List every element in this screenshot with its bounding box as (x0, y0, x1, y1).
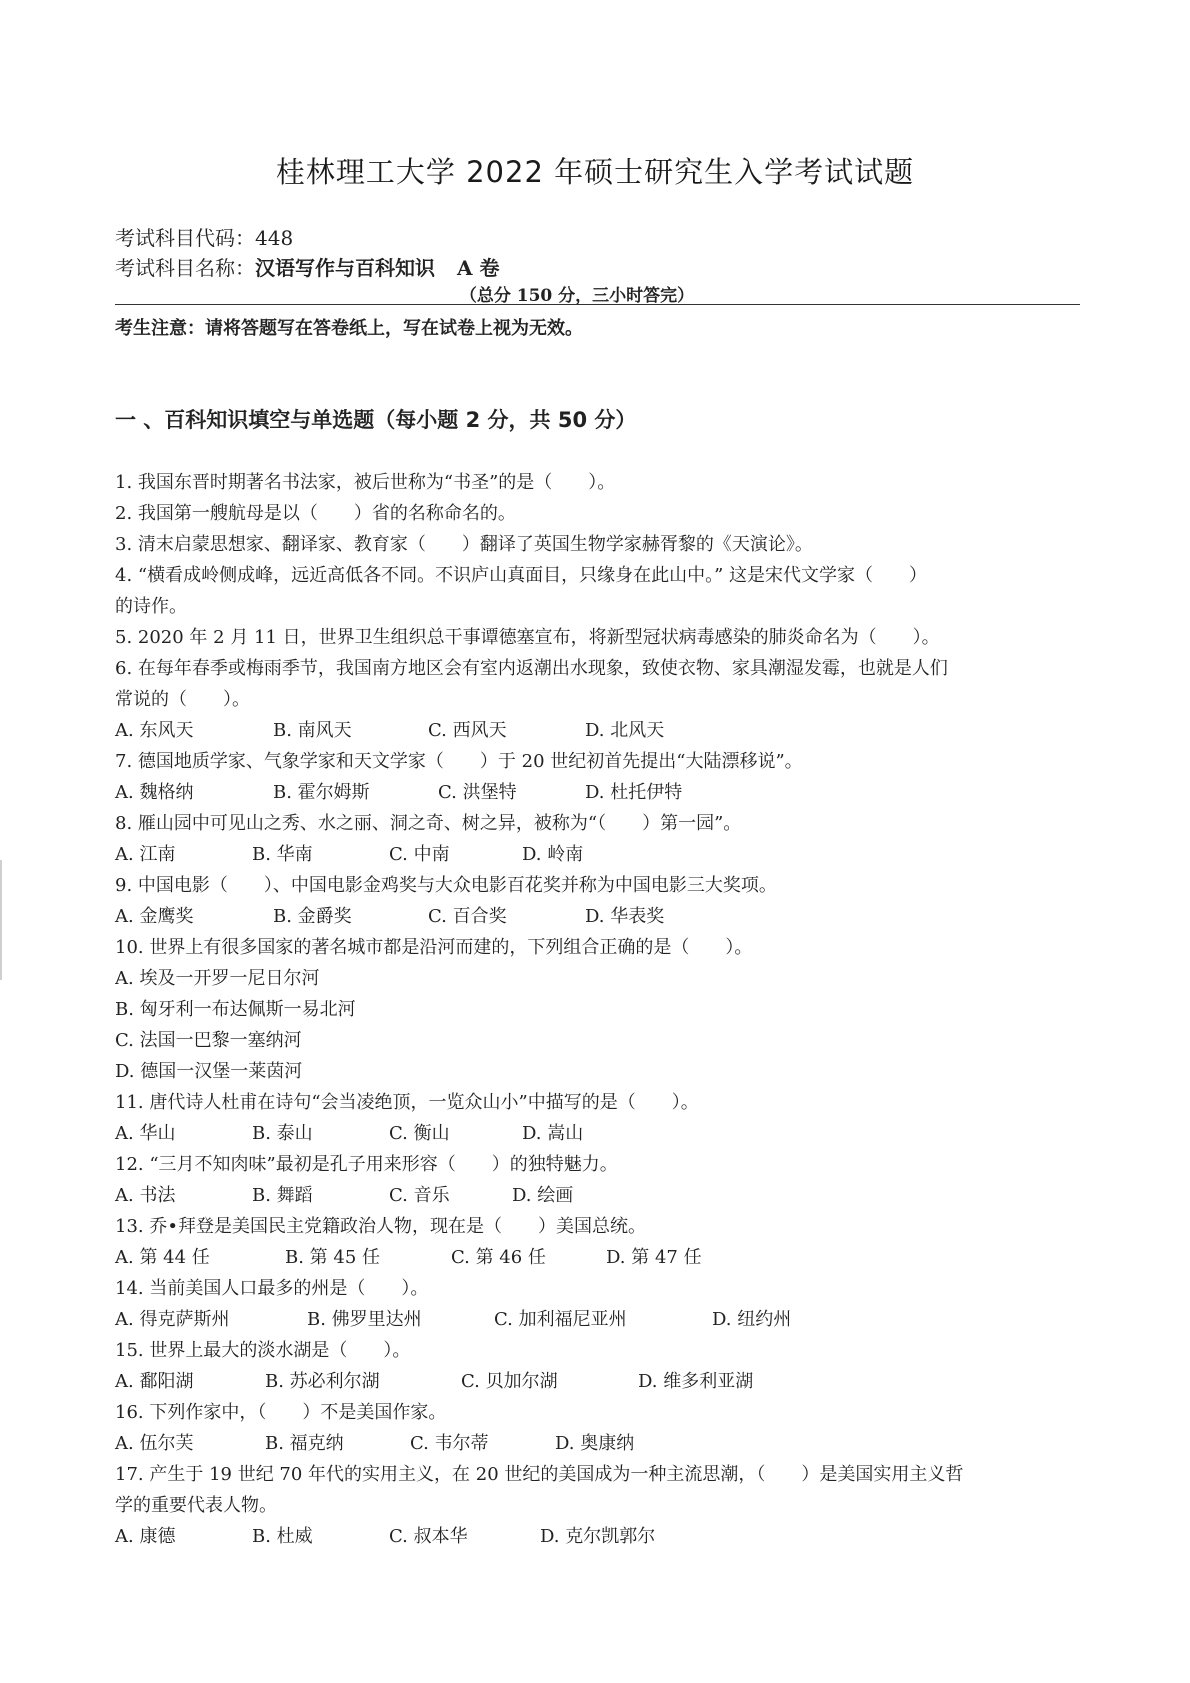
subject-code-value: 448 (255, 226, 294, 250)
subject-code-line (115, 222, 293, 251)
option-c: C. 衡山 (389, 1123, 450, 1144)
option-d: D. 克尔凯郭尔 (540, 1526, 656, 1547)
option-c: C. 西风天 (428, 720, 507, 741)
option-b: B. 杜威 (252, 1526, 313, 1547)
option-d: D. 第 47 任 (606, 1247, 702, 1268)
option-c: C. 贝加尔湖 (461, 1371, 558, 1392)
option-a: A. 东风天 (115, 720, 194, 741)
option-d: D. 北风天 (585, 720, 665, 741)
option-a: A. 魏格纳 (115, 782, 194, 803)
option-a: A. 江南 (115, 844, 176, 865)
option-d: D. 嵩山 (522, 1123, 584, 1144)
option-c: C. 中南 (389, 844, 450, 865)
option-b: B. 第 45 任 (285, 1247, 381, 1268)
option-d: D. 华表奖 (585, 906, 665, 927)
question-6-line2: 常说的（ ）。 (115, 689, 250, 710)
option-b: B. 泰山 (252, 1123, 313, 1144)
option-c: C. 加利福尼亚州 (494, 1309, 627, 1330)
option-d: D. 纽约州 (712, 1309, 792, 1330)
question-4-line2: 的诗作。 (115, 596, 187, 617)
option-d: D. 维多利亚湖 (638, 1371, 754, 1392)
option-d: D. 绘画 (512, 1185, 574, 1206)
option-b: B. 南风天 (273, 720, 352, 741)
option-a: A. 书法 (115, 1185, 176, 1206)
question-1: 1. 我国东晋时期著名书法家，被后世称为“书圣”的是（ ）。 (115, 472, 616, 493)
option-c: C. 百合奖 (428, 906, 507, 927)
option-b: B. 金爵奖 (273, 906, 352, 927)
question-3: 3. 清末启蒙思想家、翻译家、教育家（ ）翻译了英国生物学家赫胥黎的《天演论》。 (115, 534, 813, 555)
option-b: B. 霍尔姆斯 (273, 782, 370, 803)
exam-volume: A 卷 (457, 256, 500, 280)
option-b: B. 苏必利尔湖 (265, 1371, 380, 1392)
option-d: D. 岭南 (522, 844, 584, 865)
option-c: C. 韦尔蒂 (410, 1433, 489, 1454)
examinee-notice: 考生注意：请将答题写在答卷纸上，写在试卷上视为无效。 (115, 318, 583, 339)
question-14: 14. 当前美国人口最多的州是（ ）。 (115, 1278, 429, 1299)
question-10-option-c: C. 法国一巴黎一塞纳河 (115, 1030, 302, 1051)
question-10-option-a: A. 埃及一开罗一尼日尔河 (115, 968, 320, 989)
question-5: 5. 2020 年 2 月 11 日，世界卫生组织总干事谭德塞宣布，将新型冠状病毒感染的肺炎命名为（ ）。 (115, 627, 940, 648)
option-a: A. 鄱阳湖 (115, 1371, 194, 1392)
question-10: 10. 世界上有很多国家的著名城市都是沿河而建的，下列组合正确的是（ ）。 (115, 937, 753, 958)
subject-name-value: 汉语写作与百科知识 (255, 256, 435, 280)
question-17-line2: 学的重要代表人物。 (115, 1495, 277, 1516)
question-8: 8. 雁山园中可见山之秀、水之丽、洞之奇、树之异，被称为“（ ）第一园”。 (115, 813, 742, 834)
header-divider (115, 304, 1080, 305)
option-c: C. 第 46 任 (451, 1247, 546, 1268)
question-10-option-d: D. 德国一汉堡一莱茵河 (115, 1061, 303, 1082)
option-b: B. 舞蹈 (252, 1185, 313, 1206)
score-note: （总分 150 分，三小时答完） (459, 286, 695, 306)
option-b: B. 佛罗里达州 (307, 1309, 422, 1330)
subject-name-label: 考试科目名称： (115, 256, 255, 280)
question-17-line1: 17. 产生于 19 世纪 70 年代的实用主义，在 20 世纪的美国成为一种主流思潮，（ ）是美国实用主义哲 (115, 1464, 964, 1485)
scan-margin-mark (0, 860, 2, 980)
option-d: D. 奥康纳 (555, 1433, 635, 1454)
option-a: A. 得克萨斯州 (115, 1309, 230, 1330)
exam-title: 桂林理工大学 2022 年硕士研究生入学考试试题 (275, 155, 915, 189)
option-b: B. 华南 (252, 844, 313, 865)
option-a: A. 伍尔芙 (115, 1433, 194, 1454)
question-16: 16. 下列作家中，（ ）不是美国作家。 (115, 1402, 447, 1423)
question-15: 15. 世界上最大的淡水湖是（ ）。 (115, 1340, 411, 1361)
question-13: 13. 乔•拜登是美国民主党籍政治人物，现在是（ ）美国总统。 (115, 1216, 646, 1237)
question-6-line1: 6. 在每年春季或梅雨季节，我国南方地区会有室内返潮出水现象，致使衣物、家具潮湿发霉，也就是人们 (115, 658, 948, 679)
question-10-option-b: B. 匈牙利一布达佩斯一易北河 (115, 999, 356, 1020)
question-9: 9. 中国电影（ ）、中国电影金鸡奖与大众电影百花奖并称为中国电影三大奖项。 (115, 875, 777, 896)
subject-name-line (115, 252, 499, 281)
option-a: A. 华山 (115, 1123, 176, 1144)
option-c: C. 洪堡特 (438, 782, 517, 803)
option-a: A. 金鹰奖 (115, 906, 194, 927)
question-11: 11. 唐代诗人杜甫在诗句“会当凌绝顶，一览众山小”中描写的是（ ）。 (115, 1092, 699, 1113)
question-12: 12. “三月不知肉味”最初是孔子用来形容（ ）的独特魅力。 (115, 1154, 618, 1175)
option-b: B. 福克纳 (265, 1433, 344, 1454)
section-title: 一 、百科知识填空与单选题（每小题 2 分，共 50 分） (115, 408, 637, 432)
option-a: A. 康德 (115, 1526, 176, 1547)
question-4-line1: 4. “横看成岭侧成峰，远近高低各不同。不识庐山真面目，只缘身在此山中。” 这是宋代文学家（ ） (115, 565, 928, 586)
option-d: D. 杜托伊特 (585, 782, 683, 803)
option-c: C. 叔本华 (389, 1526, 468, 1547)
subject-code-label: 考试科目代码： (115, 226, 255, 250)
option-c: C. 音乐 (389, 1185, 450, 1206)
question-2: 2. 我国第一艘航母是以（ ）省的名称命名的。 (115, 503, 516, 524)
question-7: 7. 德国地质学家、气象学家和天文学家（ ）于 20 世纪初首先提出“大陆漂移说”。 (115, 751, 803, 772)
option-a: A. 第 44 任 (115, 1247, 210, 1268)
